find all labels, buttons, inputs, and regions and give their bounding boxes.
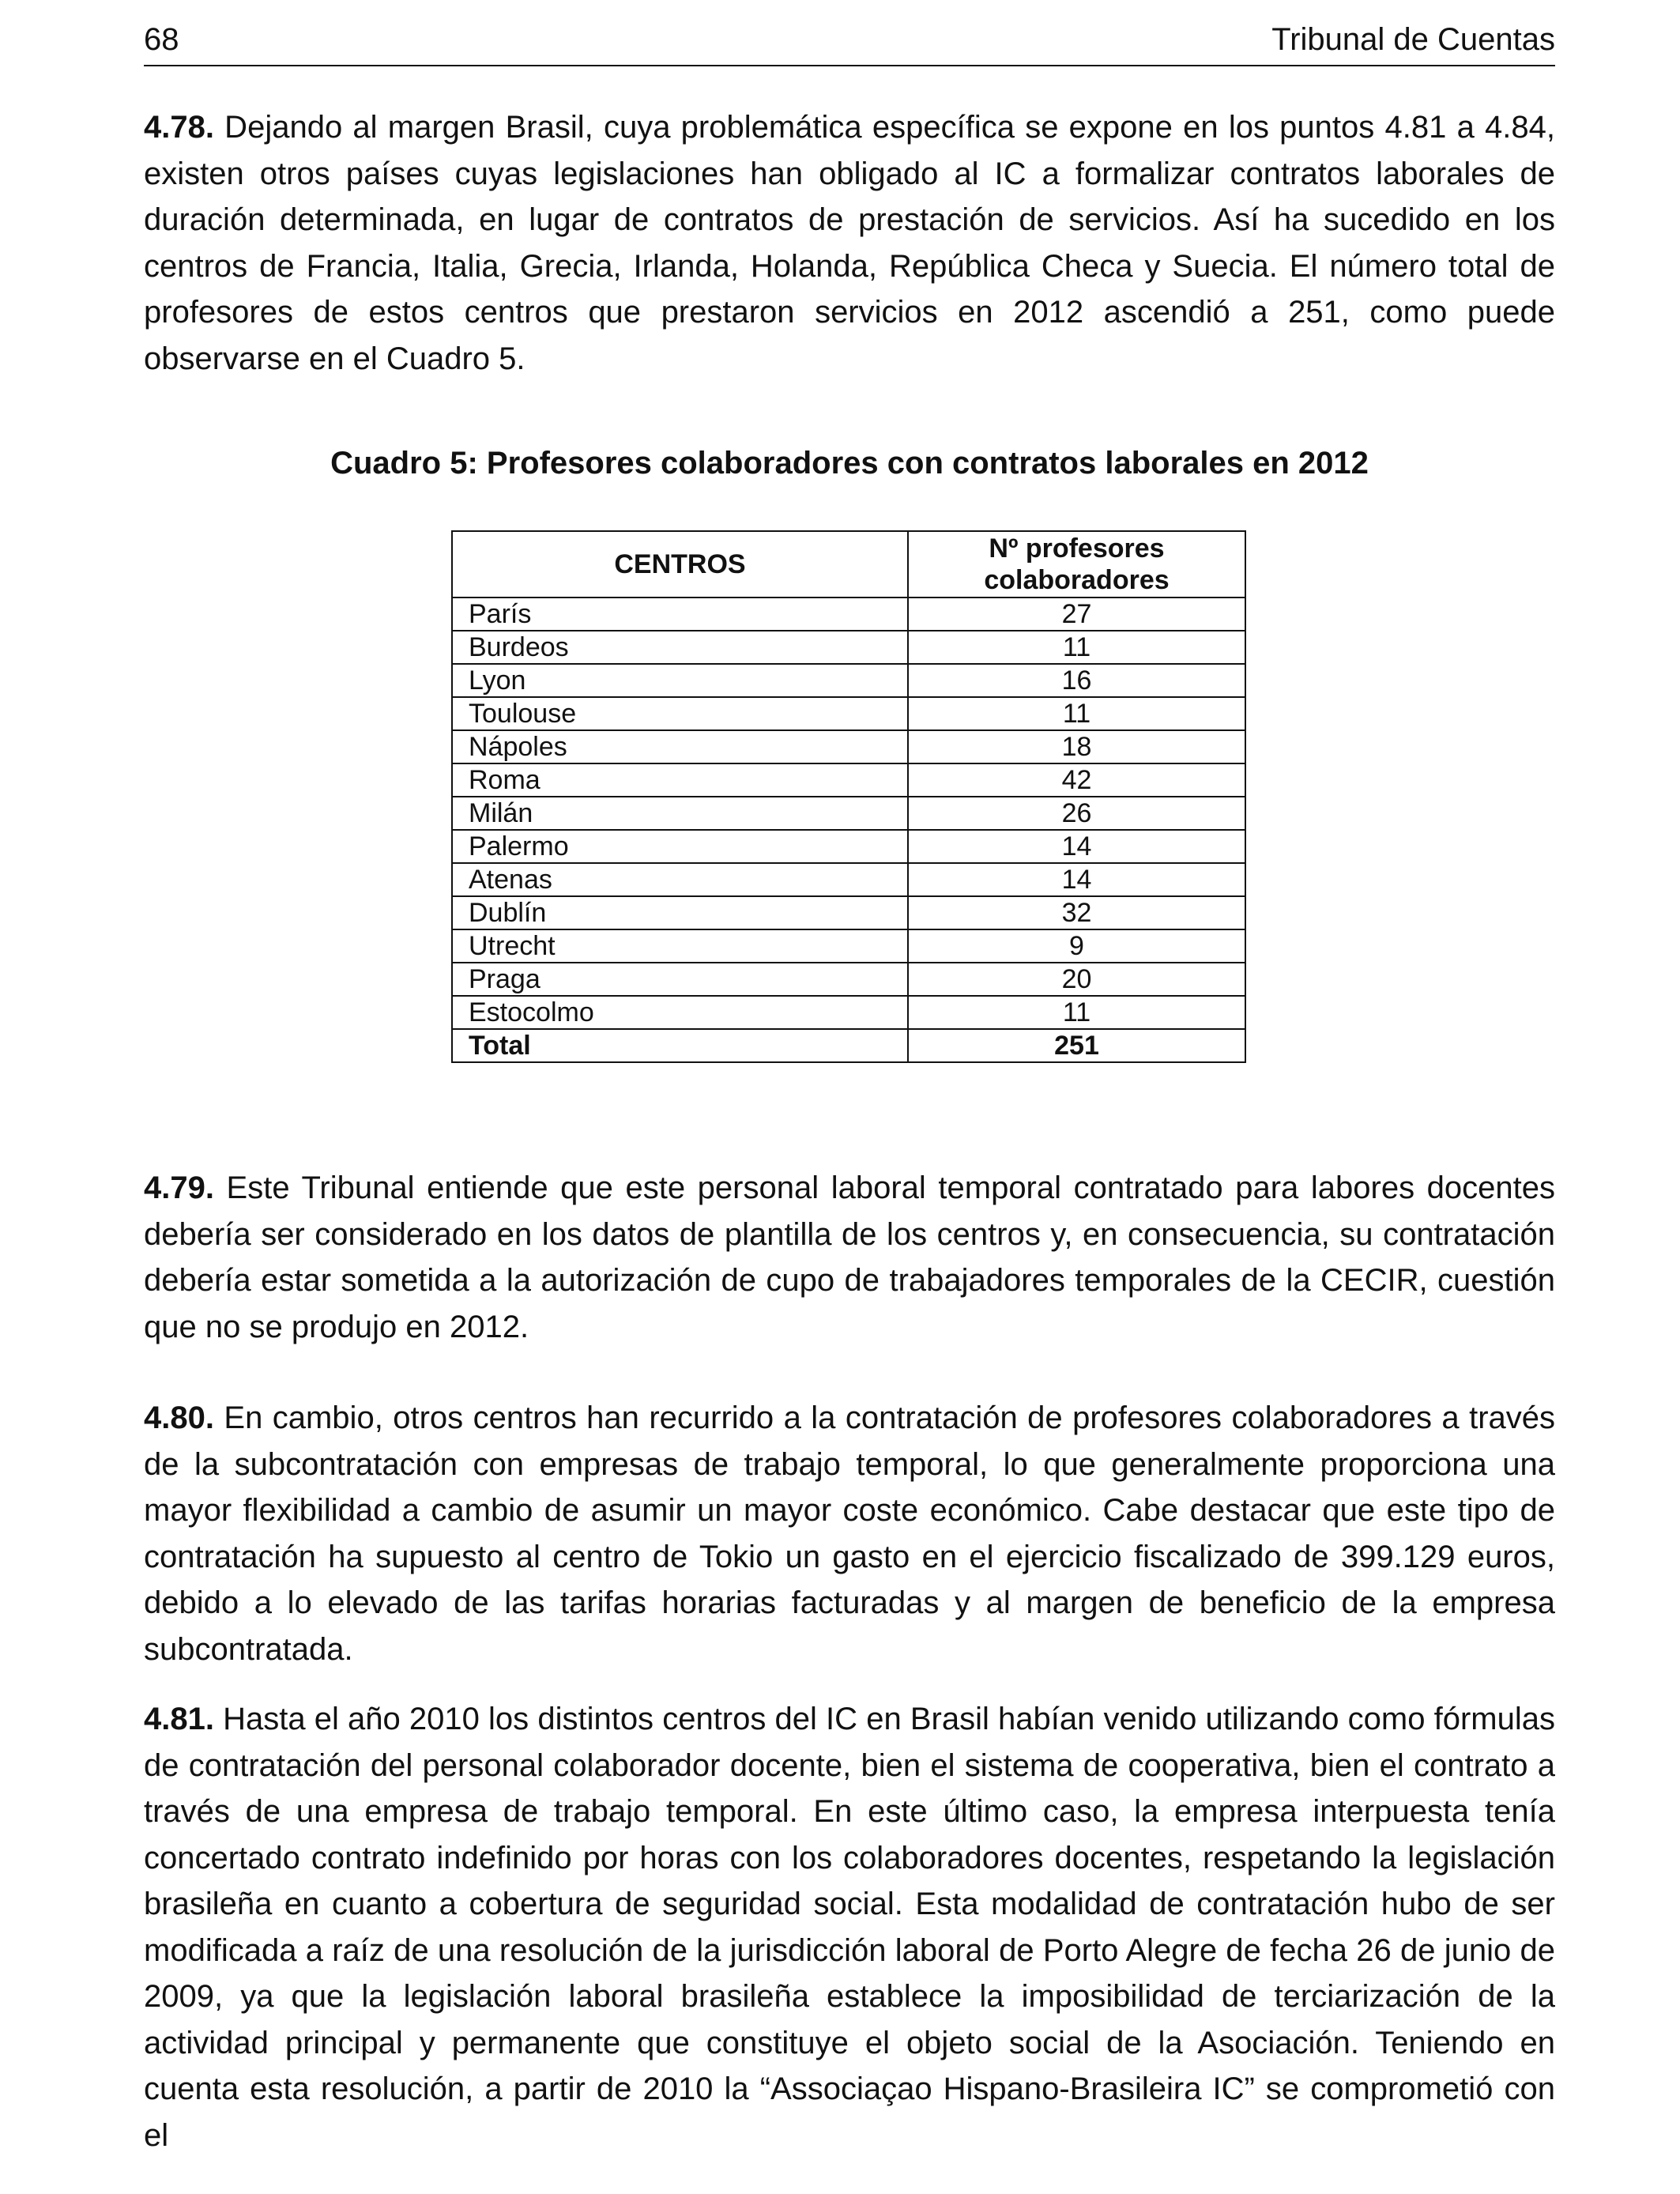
page-header	[144, 17, 1555, 66]
table-row	[452, 863, 1245, 896]
table-row	[452, 896, 1245, 929]
cell-profesores: 14	[908, 863, 1245, 896]
cell-profesores: 14	[908, 830, 1245, 863]
table-row	[452, 598, 1245, 631]
table-row	[452, 963, 1245, 996]
cell-centro: Dublín	[452, 896, 908, 929]
table-row	[452, 697, 1245, 730]
table-row	[452, 763, 1245, 797]
cell-centro: Utrecht	[452, 929, 908, 963]
table-body	[452, 598, 1245, 1062]
cell-profesores: 11	[908, 996, 1245, 1029]
table-header-row	[452, 531, 1245, 598]
paragraph-text: Este Tribunal entiende que este personal laboral temporal contratado para labores docentes debería ser considerado en los datos de plantilla de los centros y, en consecuencia, su contratación debería estar sometida a la autorización de cupo de trabajadores temporales de la CECIR, cuestión que no se produjo en 2012.	[144, 1171, 1555, 1344]
header-centros: CENTROS	[452, 531, 908, 598]
table-row	[452, 830, 1245, 863]
cell-profesores: 42	[908, 763, 1245, 797]
cell-centro: París	[452, 598, 908, 631]
paragraph-4-81	[144, 1696, 1555, 2158]
cell-profesores: 32	[908, 896, 1245, 929]
page-number: 68	[144, 22, 179, 57]
cell-centro: Lyon	[452, 664, 908, 697]
cell-profesores: 16	[908, 664, 1245, 697]
cell-centro: Estocolmo	[452, 996, 908, 1029]
cell-centro: Burdeos	[452, 631, 908, 664]
paragraph-text: Dejando al margen Brasil, cuya problemática específica se expone en los puntos 4.81 a 4.84, existen otros países cuyas legislaciones han obligado al IC a formalizar contratos laborales de duración determinada, en lugar de contratos de prestación de servicios. Así ha sucedido en los centros de Francia, Italia, Grecia, Irlanda, Holanda, República Checa y Suecia. El número total de profesores de estos centros que prestaron servicios en 2012 ascendió a 251, como puede observarse en el Cuadro 5.	[144, 110, 1555, 376]
cell-profesores: 9	[908, 929, 1245, 963]
cell-profesores: 27	[908, 598, 1245, 631]
paragraph-number: 4.79.	[144, 1171, 214, 1205]
table-row	[452, 664, 1245, 697]
running-title: Tribunal de Cuentas	[1271, 22, 1555, 57]
table-row	[452, 929, 1245, 963]
cell-centro: Nápoles	[452, 730, 908, 763]
paragraph-4-79	[144, 1165, 1555, 1350]
total-value: 251	[908, 1029, 1245, 1062]
table-row	[452, 996, 1245, 1029]
cell-profesores: 18	[908, 730, 1245, 763]
profesores-table	[451, 530, 1246, 1063]
paragraph-number: 4.81.	[144, 1702, 214, 1736]
cell-centro: Toulouse	[452, 697, 908, 730]
cell-centro: Palermo	[452, 830, 908, 863]
header-profesores: Nº profesores colaboradores	[908, 531, 1245, 598]
cell-profesores: 26	[908, 797, 1245, 830]
cell-centro: Milán	[452, 797, 908, 830]
table-title: Cuadro 5: Profesores colaboradores con contratos laborales en 2012	[330, 446, 1369, 481]
table-row	[452, 631, 1245, 664]
paragraph-4-80	[144, 1395, 1555, 1672]
paragraph-text: Hasta el año 2010 los distintos centros del IC en Brasil habían venido utilizando como fórmulas de contratación del personal colaborador docente, bien el sistema de cooperativa, bien el contrato a través de una empresa de trabajo temporal. En este último caso, la empresa interpuesta tenía concertado contrato indefinido por horas con los colaboradores docentes, respetando la legislación brasileña en cuanto a cobertura de seguridad social. Esta modalidad de contratación hubo de ser modificada a raíz de una resolución de la jurisdicción laboral de Porto Alegre de fecha 26 de junio de 2009, ya que la legislación laboral brasileña establece la imposibilidad de terciarización de la actividad principal y permanente que constituye el objeto social de la Asociación. Teniendo en cuenta esta resolución, a partir de 2010 la “Associaçao Hispano-Brasileira IC” se comprometió con el	[144, 1702, 1555, 2153]
cell-profesores: 20	[908, 963, 1245, 996]
cell-profesores: 11	[908, 631, 1245, 664]
paragraph-4-78	[144, 104, 1555, 382]
paragraph-number: 4.78.	[144, 110, 214, 145]
paragraph-number: 4.80.	[144, 1400, 214, 1435]
table-total-row	[452, 1029, 1245, 1062]
paragraph-text: En cambio, otros centros han recurrido a la contratación de profesores colaboradores a través de la subcontratación con empresas de trabajo temporal, lo que generalmente proporciona una mayor flexibilidad a cambio de asumir un mayor coste económico. Cabe destacar que este tipo de contratación ha supuesto al centro de Tokio un gasto en el ejercicio fiscalizado de 399.129 euros, debido a lo elevado de las tarifas horarias facturadas y al margen de beneficio de la empresa subcontratada.	[144, 1400, 1555, 1667]
total-label: Total	[452, 1029, 908, 1062]
cell-centro: Atenas	[452, 863, 908, 896]
cell-profesores: 11	[908, 697, 1245, 730]
table-row	[452, 730, 1245, 763]
cell-centro: Praga	[452, 963, 908, 996]
cell-centro: Roma	[452, 763, 908, 797]
table-row	[452, 797, 1245, 830]
